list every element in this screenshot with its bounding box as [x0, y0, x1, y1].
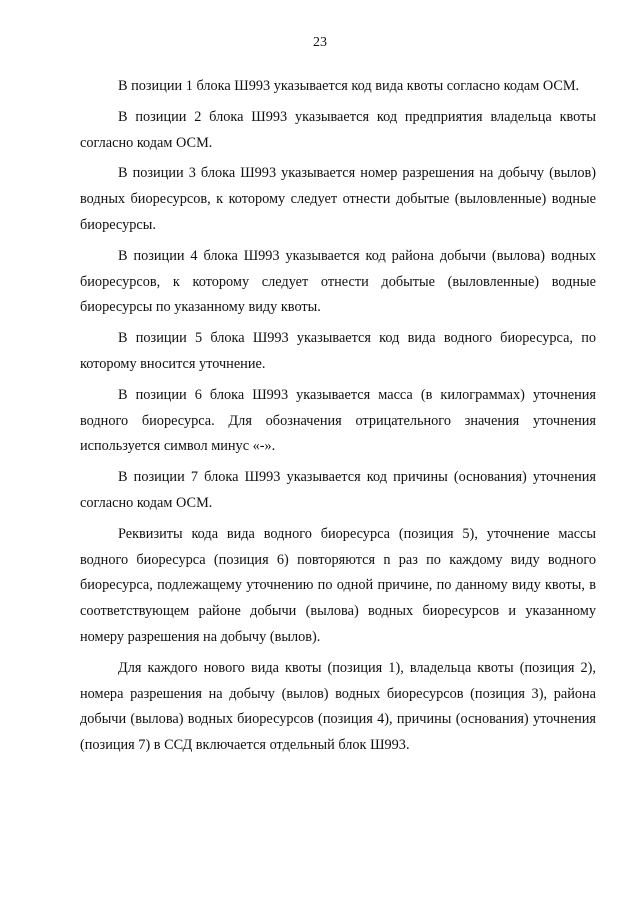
- paragraph-position-6: В позиции 6 блока Ш993 указывается масса (в килограммах) уточнения водного биоресурса. Для обозначения отрицательного значения уточнения используется символ минус «-».: [80, 386, 596, 455]
- paragraph-new-block-rule: Для каждого нового вида квоты (позиция 1), владельца квоты (позиция 2), номера разрешения на добычу (вылов) водных биоресурсов (позиция 3), района добычи (вылова) водных биоресурсов (позиция 4), причины (основания) уточнения (позиция 7) в ССД включается отдельный блок Ш993.: [80, 659, 596, 754]
- paragraph-position-3: В позиции 3 блока Ш993 указывается номер разрешения на добычу (вылов) водных биоресурсов, к которому следует отнести добытые (выловленные) водные биоресурсы.: [80, 165, 596, 233]
- paragraph-position-1: В позиции 1 блока Ш993 указывается код вида квоты согласно кодам ОСМ.: [118, 78, 580, 94]
- paragraph-repeat-rule: Реквизиты кода вида водного биоресурса (позиция 5), уточнение массы водного биоресурса (позиция 6) повторяются n раз по каждому виду водного биоресурса, подлежащему уточнению по одной причине, по данному виду квоты, в соответствующем районе добычи (вылова) водных биоресурсов и указанному номеру разрешения на добычу (вылов).: [80, 525, 596, 645]
- document-body: [80, 74, 596, 764]
- paragraph-position-7: В позиции 7 блока Ш993 указывается код причины (основания) уточнения согласно кодам ОСМ.: [80, 469, 596, 511]
- paragraph-position-5: В позиции 5 блока Ш993 указывается код вида водного биоресурса, по которому вносится уточнение.: [80, 330, 596, 372]
- paragraph-position-2: В позиции 2 блока Ш993 указывается код предприятия владельца квоты согласно кодам ОСМ.: [80, 108, 596, 151]
- paragraph-position-4: В позиции 4 блока Ш993 указывается код района добычи (вылова) водных биоресурсов, к которому следует отнести добытые (выловленные) водные биоресурсы по указанному виду квоты.: [80, 247, 596, 316]
- page-number: 23: [313, 35, 327, 50]
